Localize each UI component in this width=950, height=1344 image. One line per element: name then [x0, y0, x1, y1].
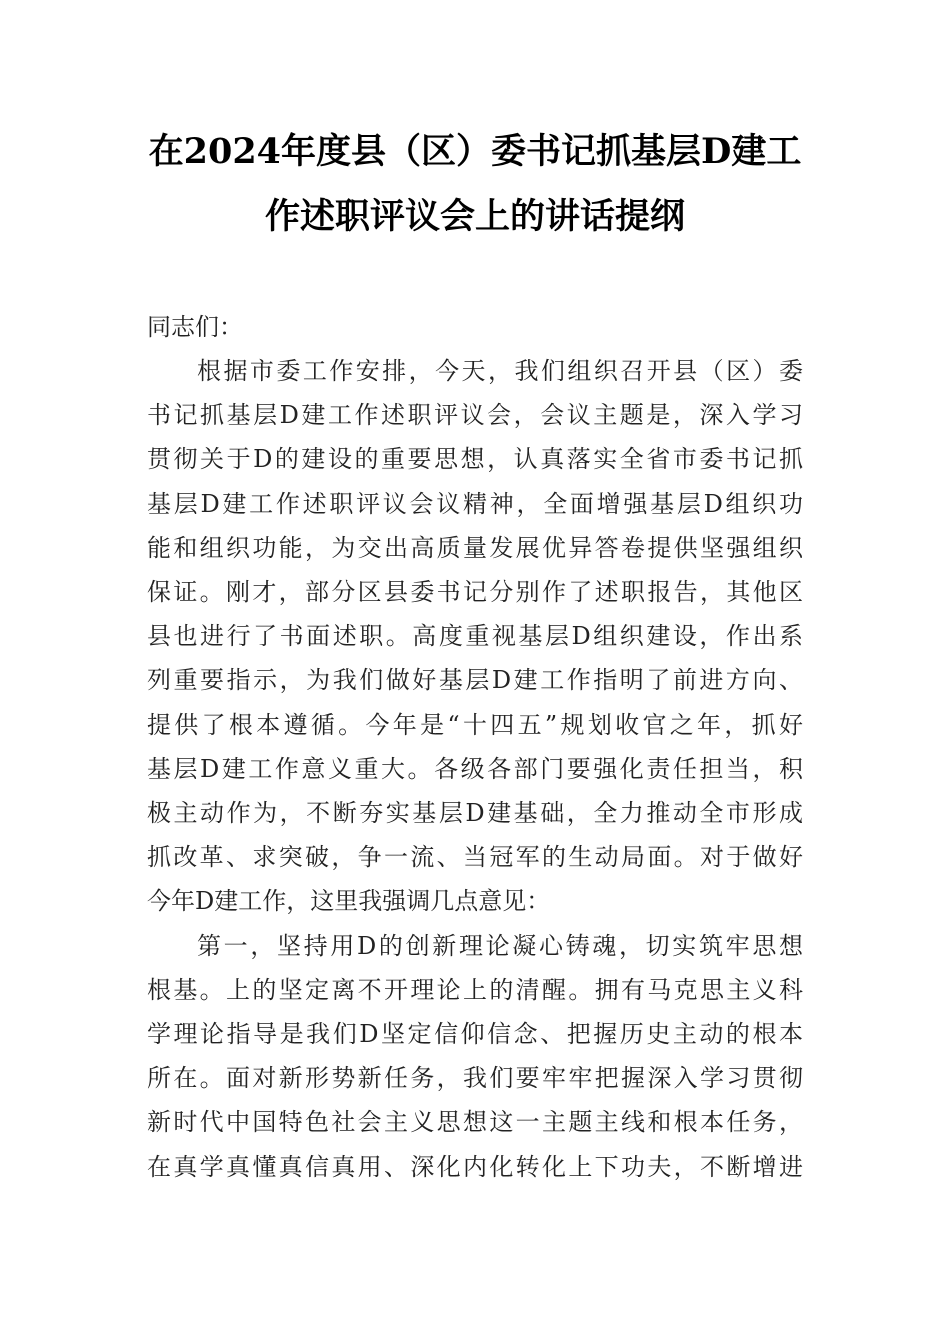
- body-text-line: 提供了根本遵循。今年是“十四五”规划收官之年，抓好: [147, 710, 803, 739]
- document-title-line-1: 在2024年度县（区）委书记抓基层D建工: [148, 131, 802, 172]
- body-text-line: 所在。面对新形势新任务，我们要牢牢把握深入学习贯彻: [147, 1064, 803, 1093]
- body-text-line: 贯彻关于D的建设的重要思想，认真落实全省市委书记抓: [147, 445, 803, 474]
- body-text-line: 第一，坚持用D的创新理论凝心铸魂，切实筑牢思想: [197, 931, 803, 960]
- body-text-line: 书记抓基层D建工作述职评议会，会议主题是，深入学习: [147, 401, 803, 430]
- body-text-line: 学理论指导是我们D坚定信仰信念、把握历史主动的根本: [147, 1020, 803, 1048]
- salutation: 同志们：: [147, 313, 243, 341]
- body-text-line: 县也进行了书面述职。高度重视基层D组织建设，作出系: [147, 622, 803, 651]
- body-text-line: 列重要指示，为我们做好基层D建工作指明了前进方向、: [147, 666, 803, 695]
- body-text-line: 根基。上的坚定离不开理论上的清醒。拥有马克思主义科: [147, 975, 803, 1004]
- body-text-line: 抓改革、求突破，争一流、当冠军的生动局面。对于做好: [147, 843, 803, 872]
- body-text-line: 今年D建工作，这里我强调几点意见：: [147, 887, 551, 916]
- body-text-line: 新时代中国特色社会主义思想这一主题主线和根本任务，: [147, 1108, 803, 1137]
- body-text-line: 极主动作为，不断夯实基层D建基础，全力推动全市形成: [147, 799, 803, 827]
- body-text-line: 保证。刚才，部分区县委书记分别作了述职报告，其他区: [147, 578, 803, 606]
- body-text-line: 能和组织功能，为交出高质量发展优异答卷提供坚强组织: [147, 533, 803, 562]
- document-title-line-2: 作述职评议会上的讲话提纲: [264, 196, 685, 237]
- body-text-line: 基层D建工作意义重大。各级各部门要强化责任担当，积: [147, 754, 803, 783]
- body-text-line: 根据市委工作安排，今天，我们组织召开县（区）委: [197, 357, 803, 385]
- body-text-line: 基层D建工作述职评议会议精神，全面增强基层D组织功: [147, 489, 803, 518]
- body-text-line: 在真学真懂真信真用、深化内化转化上下功夫，不断增进: [147, 1152, 803, 1181]
